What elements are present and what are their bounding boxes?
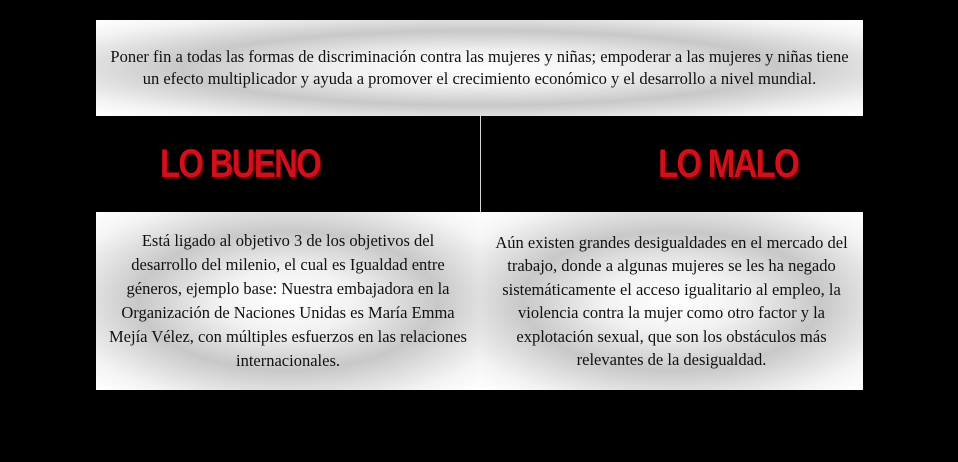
bad-heading: LO MALO — [658, 141, 798, 186]
bad-box — [480, 212, 863, 390]
intro-text: Poner fin a todas las formas de discriminación contra las mujeres y niñas; empoderar a las mujeres y niñas tiene un efecto multiplicador y ayuda a promover el crecimiento económico y el desarrollo a nivel mundial. — [110, 47, 849, 88]
good-heading: LO BUENO — [159, 141, 321, 186]
center-divider — [480, 116, 481, 212]
intro-box — [96, 20, 863, 116]
good-text: Está ligado al objetivo 3 de los objetivos del desarrollo del milenio, el cual es Igualdad entre géneros, ejemplo base: Nuestra embajadora en la Organización de Naciones Unidas es María Emma Mejía Vélez, con múltiples esfuerzos en las relaciones internacionales. — [109, 231, 467, 370]
good-box — [96, 212, 480, 390]
bad-text: Aún existen grandes desigualdades en el mercado del trabajo, donde a algunas mujeres se les ha negado sistemáticamente el acceso igualitario al empleo, la violencia contra la mujer como otro factor y la explotación sexual, que son los obstáculos más relevantes de la desigualdad. — [495, 232, 848, 369]
